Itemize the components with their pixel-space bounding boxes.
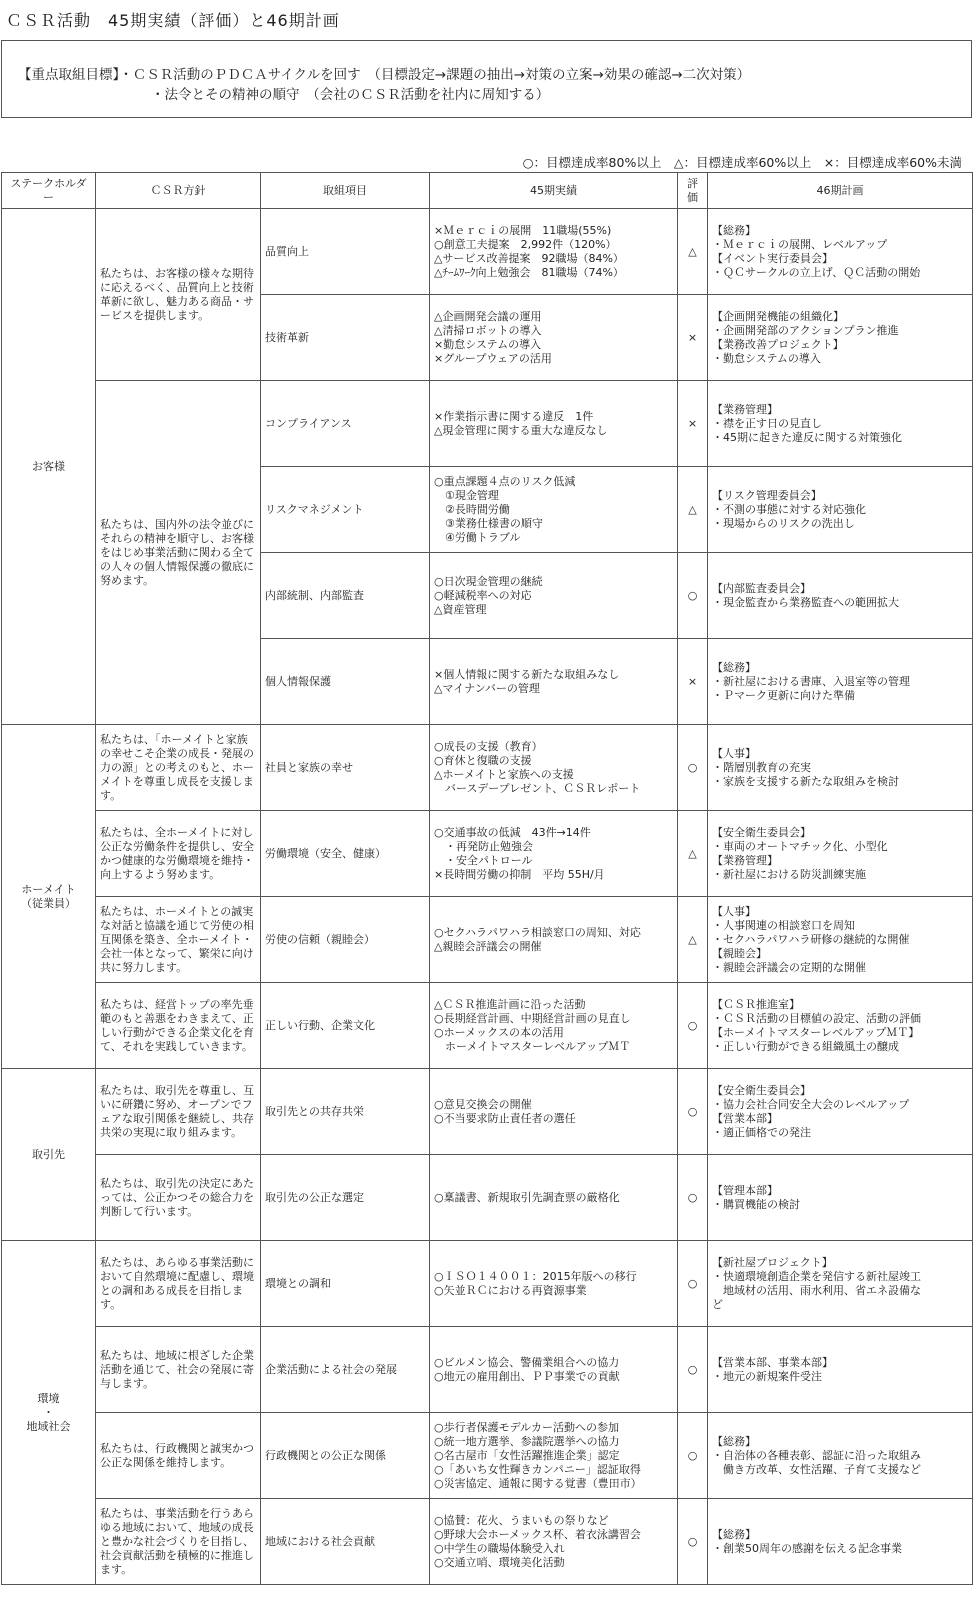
- results-cell: [430, 811, 678, 897]
- initiative-cell: 品質向上: [261, 209, 430, 295]
- results-cell: [430, 725, 678, 811]
- plan-cell: [708, 1413, 973, 1499]
- csr-table: [1, 172, 973, 1585]
- plan-line: 【管理本部】: [712, 1183, 778, 1197]
- plan-line: 【リスク管理委員会】: [712, 488, 822, 502]
- result-line: ○稟議書、新規取引先調査票の厳格化: [434, 1190, 620, 1204]
- result-line: ×作業指示書に関する違反 1件: [434, 409, 594, 423]
- results-cell: [430, 639, 678, 725]
- plan-cell: [708, 1069, 973, 1155]
- result-line: ○長期経営計画、中期経営計画の見直し: [434, 1011, 631, 1025]
- results-cell: [430, 1327, 678, 1413]
- result-line: ①現金管理: [434, 488, 499, 502]
- result-line: ○統一地方選挙、参議院選挙への協力: [434, 1434, 620, 1448]
- result-line: ○軽減税率への対応: [434, 588, 532, 602]
- plan-line: ・階層別教育の充実: [712, 760, 811, 774]
- results-cell: [430, 467, 678, 553]
- plan-line: ・購買機能の検討: [712, 1197, 800, 1211]
- plan-line: ・Ｍｅｒｃｉの展開、レベルアップ: [712, 237, 888, 251]
- plan-cell: [708, 1327, 973, 1413]
- result-line: ○協賛：花火、うまいもの祭りなど: [434, 1513, 609, 1527]
- csr-policy-cell: 私たちは、行政機関と誠実かつ公正な関係を維持します。: [96, 1413, 261, 1499]
- plan-line: ・企画開発部のアクションプラン推進: [712, 323, 899, 337]
- result-line: ・安全パトロール: [434, 853, 533, 867]
- table-row: [2, 983, 973, 1069]
- plan-line: 【業務改善プロジェクト】: [712, 337, 844, 351]
- plan-line: ・45期に起きた違反に関する対策強化: [712, 430, 902, 444]
- evaluation-mark: △: [678, 897, 708, 983]
- table-row: [2, 1069, 973, 1155]
- plan-cell: [708, 1241, 973, 1327]
- csr-policy-cell: 私たちは、ホーメイトとの誠実な対話と協議を通じて労使の相互関係を築き、全ホーメイト・会社一体となって、繁栄に向け共に努力します。: [96, 897, 261, 983]
- plan-line: 【ＣＳＲ推進室】: [712, 997, 800, 1011]
- plan-line: 【親睦会】: [712, 946, 767, 960]
- plan-line: ・現金監査から業務監査への範囲拡大: [712, 595, 899, 609]
- plan-line: 【人事】: [712, 746, 756, 760]
- evaluation-mark: △: [678, 209, 708, 295]
- plan-line: 【安全衛生委員会】: [712, 825, 811, 839]
- initiative-cell: 内部統制、内部監査: [261, 553, 430, 639]
- results-cell: [430, 1499, 678, 1585]
- result-line: △企画開発会議の運用: [434, 309, 542, 323]
- plan-line: ・快適環境創造企業を発信する新社屋竣工: [712, 1269, 921, 1283]
- results-cell: [430, 983, 678, 1069]
- plan-line: ・人事関連の相談窓口を周知: [712, 918, 855, 932]
- stakeholder-cell: お客様: [2, 209, 96, 725]
- csr-policy-cell: 私たちは、地域に根ざした企業活動を通じて、社会の発展に寄与します。: [96, 1327, 261, 1413]
- plan-line: ・新社屋における防災訓練実施: [712, 867, 866, 881]
- evaluation-mark: ×: [678, 639, 708, 725]
- plan-line: ・ＣＳＲ活動の目標値の設定、活動の評価: [712, 1011, 921, 1025]
- plan-line: ・適正価格での発注: [712, 1125, 811, 1139]
- result-line: ○災害協定、通報に関する覚書（豊田市）: [434, 1476, 642, 1490]
- result-line: △ホーメイトと家族への支援: [434, 767, 574, 781]
- result-line: ○交通立哨、環境美化活動: [434, 1555, 565, 1569]
- plan-cell: [708, 639, 973, 725]
- header-46th-plan: 46期計画: [708, 173, 973, 209]
- focus-goal-line-1: 【重点取組目標】・ＣＳＲ活動のＰＤＣＡサイクルを回す （目標設定→課題の抽出→対策の立案→効果の確認→二次対策）: [18, 67, 751, 83]
- results-cell: [430, 295, 678, 381]
- stakeholder-cell: ホーメイト （従業員）: [2, 725, 96, 1069]
- header-evaluation: 評価: [678, 173, 708, 209]
- csr-policy-cell: 私たちは、取引先を尊重し、互いに研鑽に努め、オープンでフェアな取引関係を継続し、共存共栄の実現に取り組みます。: [96, 1069, 261, 1155]
- focus-goal-line-2: ・法令とその精神の順守 （会社のＣＳＲ活動を社内に周知する）: [151, 87, 550, 103]
- initiative-cell: 取引先との共存共栄: [261, 1069, 430, 1155]
- result-line: ×勤怠システムの導入: [434, 337, 542, 351]
- evaluation-mark: ○: [678, 983, 708, 1069]
- plan-line: 【業務管理】: [712, 402, 778, 416]
- result-line: ○ＩＳＯ１４００１：2015年版への移行: [434, 1269, 637, 1283]
- plan-line: ・自治体の各種表彰、認証に沿った取組み: [712, 1448, 921, 1462]
- initiative-cell: 技術革新: [261, 295, 430, 381]
- result-line: ○ビルメン協会、警備業組合への協力: [434, 1355, 620, 1369]
- header-45th-results: 45期実績: [430, 173, 678, 209]
- plan-line: ・セクハラパワハラ研修の継続的な開催: [712, 932, 910, 946]
- table-row: [2, 209, 973, 295]
- plan-line: 【企画開発機能の組織化】: [712, 309, 844, 323]
- plan-line: 【新社屋プロジェクト】: [712, 1255, 833, 1269]
- result-line: ○意見交換会の開催: [434, 1097, 532, 1111]
- plan-cell: [708, 295, 973, 381]
- result-line: ×個人情報に関する新たな取組みなし: [434, 667, 620, 681]
- plan-line: 地域材の活用、雨水利用、省エネ設備な: [712, 1283, 921, 1297]
- result-line: ○不当要求防止責任者の選任: [434, 1111, 576, 1125]
- plan-cell: [708, 1155, 973, 1241]
- header-initiative: 取組項目: [261, 173, 430, 209]
- evaluation-mark: ×: [678, 295, 708, 381]
- result-line: ○創意工夫提案 2,992件（120%）: [434, 237, 617, 251]
- focus-goals-box: [1, 40, 972, 118]
- plan-line: ・正しい行動ができる組織風土の醸成: [712, 1039, 899, 1053]
- table-row: [2, 1327, 973, 1413]
- result-line: △親睦会評議会の開催: [434, 939, 542, 953]
- plan-line: 【営業本部、事業本部】: [712, 1355, 833, 1369]
- plan-cell: [708, 209, 973, 295]
- initiative-cell: 労働環境（安全、健康）: [261, 811, 430, 897]
- plan-line: 【総務】: [712, 1527, 756, 1541]
- csr-policy-cell: 私たちは、「ホーメイトと家族の幸せこそ企業の成長・発展の力の源」との考えのもと、ホーメイトを尊重し成長を支援します。: [96, 725, 261, 811]
- evaluation-mark: ○: [678, 553, 708, 639]
- csr-policy-cell: 私たちは、経営トップの率先垂範のもと善悪をわきまえて、正しい行動ができる企業文化を育て、それを実践していきます。: [96, 983, 261, 1069]
- result-line: ホーメイトマスターレベルアップＭＴ: [434, 1039, 631, 1053]
- plan-line: ・創業50周年の感謝を伝える記念事業: [712, 1541, 902, 1555]
- result-line: ○歩行者保護モデルカー活動への参加: [434, 1420, 620, 1434]
- plan-cell: [708, 811, 973, 897]
- csr-policy-cell: 私たちは、全ホーメイトに対し公正な労働条件を提供し、安全かつ健康的な労働環境を維持・向上するよう努めます。: [96, 811, 261, 897]
- initiative-cell: コンプライアンス: [261, 381, 430, 467]
- evaluation-mark: ○: [678, 1413, 708, 1499]
- table-row: [2, 811, 973, 897]
- plan-line: 働き方改革、女性活躍、子育て支援など: [712, 1462, 921, 1476]
- result-line: ○ホーメックスの本の活用: [434, 1025, 564, 1039]
- initiative-cell: 労使の信頼（親睦会）: [261, 897, 430, 983]
- table-row: [2, 725, 973, 811]
- initiative-cell: 環境との調和: [261, 1241, 430, 1327]
- initiative-cell: 行政機関との公正な関係: [261, 1413, 430, 1499]
- result-line: ○中学生の職場体験受入れ: [434, 1541, 565, 1555]
- result-line: ○野球大会ホーメックス杯、着衣泳講習会: [434, 1527, 641, 1541]
- evaluation-mark: ○: [678, 1327, 708, 1413]
- plan-line: 【総務】: [712, 1434, 756, 1448]
- plan-line: 【内部監査委員会】: [712, 581, 811, 595]
- results-cell: [430, 1069, 678, 1155]
- table-row: [2, 1155, 973, 1241]
- plan-line: ・襟を正す日の見直し: [712, 416, 822, 430]
- plan-line: 【業務管理】: [712, 853, 778, 867]
- result-line: △現金管理に関する重大な違反なし: [434, 423, 608, 437]
- page-title: ＣＳＲ活動 45期実績（評価）と46期計画: [6, 11, 340, 30]
- result-line: ○名古屋市「女性活躍推進企業」認定: [434, 1448, 620, 1462]
- evaluation-mark: △: [678, 467, 708, 553]
- csr-policy-cell: 私たちは、あらゆる事業活動において自然環境に配慮し、環境との調和ある成長を目指します。: [96, 1241, 261, 1327]
- initiative-cell: 取引先の公正な選定: [261, 1155, 430, 1241]
- plan-cell: [708, 725, 973, 811]
- plan-line: ・現場からのリスクの洗出し: [712, 516, 855, 530]
- csr-policy-cell: 私たちは、国内外の法令並びにそれらの精神を順守し、お客様をはじめ事業活動に関わる全ての人々の個人情報保護の徹底に努めます。: [96, 381, 261, 725]
- result-line: △サービス改善提案 92職場（84%）: [434, 251, 624, 265]
- evaluation-mark: ○: [678, 1069, 708, 1155]
- result-line: ○日次現金管理の継続: [434, 574, 543, 588]
- csr-policy-cell: 私たちは、お客様の様々な期待に応えるべく、品質向上と技術革新に欲し、魅力ある商品・サービスを提供します。: [96, 209, 261, 381]
- initiative-cell: 正しい行動、企業文化: [261, 983, 430, 1069]
- plan-cell: [708, 553, 973, 639]
- plan-line: ・協力会社合同安全大会のレベルアップ: [712, 1097, 910, 1111]
- csr-policy-cell: 私たちは、取引先の決定にあたっては、公正かつその総合力を判断して行います。: [96, 1155, 261, 1241]
- result-line: △清掃ロボットの導入: [434, 323, 542, 337]
- plan-line: ・新社屋における書庫、入退室等の管理: [712, 674, 910, 688]
- plan-line: 【安全衛生委員会】: [712, 1083, 811, 1097]
- initiative-cell: 社員と家族の幸せ: [261, 725, 430, 811]
- result-line: ○セクハラパワハラ相談窓口の周知、対応: [434, 925, 641, 939]
- results-cell: [430, 1413, 678, 1499]
- result-line: ×長時間労働の抑制 平均 55H/月: [434, 867, 605, 881]
- stakeholder-cell: 取引先: [2, 1069, 96, 1241]
- plan-cell: [708, 381, 973, 467]
- plan-line: ・親睦会評議会の定期的な開催: [712, 960, 866, 974]
- plan-cell: [708, 467, 973, 553]
- result-line: △資産管理: [434, 602, 487, 616]
- evaluation-mark: ×: [678, 381, 708, 467]
- result-line: ・再発防止勉強会: [434, 839, 533, 853]
- results-cell: [430, 1155, 678, 1241]
- evaluation-mark: △: [678, 811, 708, 897]
- plan-cell: [708, 1499, 973, 1585]
- initiative-cell: 企業活動による社会の発展: [261, 1327, 430, 1413]
- plan-line: 【総務】: [712, 223, 756, 237]
- plan-line: 【総務】: [712, 660, 756, 674]
- result-line: ○矢並ＲＣにおける再資源事業: [434, 1283, 587, 1297]
- table-row: [2, 1413, 973, 1499]
- evaluation-mark: ○: [678, 725, 708, 811]
- initiative-cell: 個人情報保護: [261, 639, 430, 725]
- result-line: △マイナンバーの管理: [434, 681, 540, 695]
- table-row: [2, 897, 973, 983]
- table-row: [2, 381, 973, 467]
- results-cell: [430, 1241, 678, 1327]
- table-row: [2, 1499, 973, 1585]
- plan-line: 【営業本部】: [712, 1111, 778, 1125]
- plan-line: ・ＱＣサークルの立上げ、ＱＣ活動の開始: [712, 265, 921, 279]
- result-line: ③業務仕様書の順守: [434, 516, 543, 530]
- plan-line: ・不測の事態に対する対応強化: [712, 502, 866, 516]
- evaluation-mark: ○: [678, 1155, 708, 1241]
- result-line: ○地元の雇用創出、ＰＰ事業での貢献: [434, 1369, 620, 1383]
- initiative-cell: リスクマネジメント: [261, 467, 430, 553]
- results-cell: [430, 209, 678, 295]
- result-line: ×Ｍｅｒｃｉの展開 11職場(55%): [434, 223, 612, 237]
- result-line: △ＣＳＲ推進計画に沿った活動: [434, 997, 586, 1011]
- plan-line: 【人事】: [712, 904, 756, 918]
- results-cell: [430, 381, 678, 467]
- result-line: △ﾁｰﾑﾜｰｸ向上勉強会 81職場（74%）: [434, 265, 624, 279]
- table-header-row: [2, 173, 973, 209]
- stakeholder-cell: 環境 ・ 地域社会: [2, 1241, 96, 1585]
- csr-policy-cell: 私たちは、事業活動を行うあらゆる地域において、地域の成長と豊かな社会づくりを目指し、社会貢献活動を積極的に推進します。: [96, 1499, 261, 1585]
- evaluation-mark: ○: [678, 1241, 708, 1327]
- initiative-cell: 地域における社会貢献: [261, 1499, 430, 1585]
- plan-line: ど: [712, 1297, 723, 1311]
- plan-line: ・Ｐマーク更新に向けた準備: [712, 688, 855, 702]
- result-line: ○重点課題４点のリスク低減: [434, 474, 576, 488]
- plan-line: ・勤怠システムの導入: [712, 351, 821, 365]
- plan-line: 【ホーメイトマスターレベルアップＭＴ】: [712, 1025, 920, 1039]
- plan-cell: [708, 983, 973, 1069]
- result-line: ②長時間労働: [434, 502, 510, 516]
- plan-line: ・地元の新規案件受注: [712, 1369, 822, 1383]
- result-line: バースデープレゼント、ＣＳＲレポート: [434, 781, 641, 795]
- result-line: ○育休と復職の支援: [434, 753, 532, 767]
- plan-cell: [708, 897, 973, 983]
- plan-line: ・家族を支援する新たな取組みを検討: [712, 774, 899, 788]
- result-line: ○成長の支援（教育）: [434, 739, 543, 753]
- result-line: ○交通事故の低減 43件→14件: [434, 825, 591, 839]
- evaluation-legend: ○：目標達成率80%以上 △：目標達成率60%以上 ×：目標達成率60%未満: [522, 155, 962, 170]
- evaluation-mark: ○: [678, 1499, 708, 1585]
- result-line: ④労働トラブル: [434, 530, 521, 544]
- header-stakeholder: ステークホルダー: [2, 173, 96, 209]
- results-cell: [430, 553, 678, 639]
- result-line: ○「あいち女性輝きカンパニー」認証取得: [434, 1462, 641, 1476]
- results-cell: [430, 897, 678, 983]
- plan-line: 【イベント実行委員会】: [712, 251, 833, 265]
- plan-line: ・車両のオートマチック化、小型化: [712, 839, 888, 853]
- table-row: [2, 1241, 973, 1327]
- result-line: ×グループウェアの活用: [434, 351, 552, 365]
- header-csr-policy: ＣＳＲ方針: [96, 173, 261, 209]
